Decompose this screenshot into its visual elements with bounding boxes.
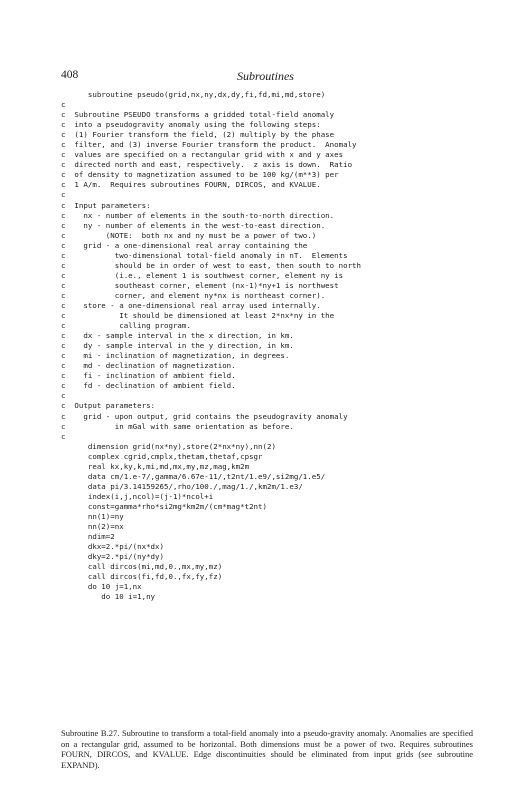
code-line: c filter, and (3) inverse Fourier transform the product. Anomaly (61, 140, 357, 150)
code-line: const=gamma*rho*si2mg*km2m/(cm*mag*t2nt) (61, 501, 267, 511)
code-line: c (61, 190, 66, 200)
code-line: dimension grid(nx*ny),store(2*nx*ny),nn(2) (61, 441, 276, 451)
code-line: call dircos(fi,fd,0.,fx,fy,fz) (61, 572, 223, 582)
code-line: dkx=2.*pi/(nx*dx) (61, 542, 164, 552)
code-line: c fi - inclination of ambient field. (61, 371, 236, 381)
code-line: c (NOTE: both nx and ny must be a power of two.) (61, 230, 317, 240)
running-head: Subroutines (237, 69, 294, 83)
code-line: real kx,ky,k,mi,md,mx,my,mz,mag,km2m (61, 461, 250, 471)
code-line: complex cgrid,cmplx,thetam,thetaf,cpsgr (61, 451, 263, 461)
code-line: c grid - a one-dimensional real array containing the (61, 240, 308, 250)
code-listing (61, 90, 491, 602)
code-line: do 10 i=1,ny (61, 592, 156, 602)
code-line: c ny - number of elements in the west-to-east direction. (61, 220, 326, 230)
code-line: c should be in order of west to east, then south to north (61, 260, 362, 270)
code-line: c mi - inclination of magnetization, in degrees. (61, 351, 290, 361)
code-line: c corner, and element ny*nx is northeast corner). (61, 290, 326, 300)
code-line: data pi/3.14159265/,rho/100./,mag/1./,km2m/1.e3/ (61, 481, 303, 491)
code-line: c dx - sample interval in the x direction, in km. (61, 331, 294, 341)
code-line: ndim=2 (61, 532, 115, 542)
code-line: data cm/1.e-7/,gamma/6.67e-11/,t2nt/1.e9/,si2mg/1.e5/ (61, 471, 326, 481)
code-line: c nx - number of elements in the south-to-north direction. (61, 210, 335, 220)
code-line: c (61, 431, 66, 441)
code-line: c in mGal with same orientation as before. (61, 421, 294, 431)
code-line: c into a pseudogravity anomaly using the following steps: (61, 120, 321, 130)
code-line: c values are specified on a rectangular grid with x and y axes (61, 150, 344, 160)
code-line: c dy - sample interval in the y direction, in km. (61, 341, 294, 351)
code-line: dky=2.*pi/(ny*dy) (61, 552, 164, 562)
code-line: c fd - declination of ambient field. (61, 381, 236, 391)
code-line: c (61, 100, 66, 110)
code-line: index(i,j,ncol)=(j-1)*ncol+i (61, 491, 214, 501)
code-line: c Output parameters: (61, 401, 156, 411)
code-line: subroutine pseudo(grid,nx,ny,dx,dy,fi,fd,mi,md,store) (61, 90, 326, 99)
code-line: nn(2)=nx (61, 522, 124, 532)
code-line: c store - a one-dimensional real array used internally. (61, 300, 321, 310)
code-line: c md - declination of magnetization. (61, 361, 236, 371)
code-line: c 1 A/m. Requires subroutines FOURN, DIRCOS, and KVALUE. (61, 180, 321, 190)
code-line: c (1) Fourier transform the field, (2) multiply by the phase (61, 130, 335, 140)
page-number: 408 (61, 69, 79, 81)
code-line: c Subroutine PSEUDO transforms a gridded total-field anomaly (61, 110, 335, 120)
code-line: c (61, 391, 66, 401)
code-line: c It should be dimensioned at least 2*nx*ny in the (61, 311, 335, 321)
code-line: c of density to magnetization assumed to be 100 kg/(m**3) per (61, 170, 339, 180)
code-line: c grid - upon output, grid contains the pseudogravity anomaly (61, 411, 348, 421)
code-line: call dircos(mi,md,0.,mx,my,mz) (61, 562, 223, 572)
code-line: nn(1)=ny (61, 511, 124, 521)
code-line: c Input parameters: (61, 200, 151, 210)
code-line: c directed north and east, respectively. z axis is down. Ratio (61, 160, 353, 170)
code-line: c calling program. (61, 321, 191, 331)
code-line: do 10 j=1,nx (61, 582, 142, 592)
code-line: c (i.e., element 1 is southwest corner, element ny is (61, 270, 344, 280)
code-line: c two-dimensional total-field anomaly in nT. Elements (61, 250, 348, 260)
code-line: c southeast corner, element (nx-1)*ny+1 is northwest (61, 280, 339, 290)
figure-caption: Subroutine B.27. Subroutine to transform a total-field anomaly into a pseudo-gravity anomaly. Anomalies are specified on a rectangular grid, assumed to be horizontal. Both dimensions must be a power of two. Requires subroutines FOURN, DIRCOS, and KVALUE. Edge discontinuities should be eliminated from input grids (see subroutine EXPAND). (61, 728, 473, 770)
